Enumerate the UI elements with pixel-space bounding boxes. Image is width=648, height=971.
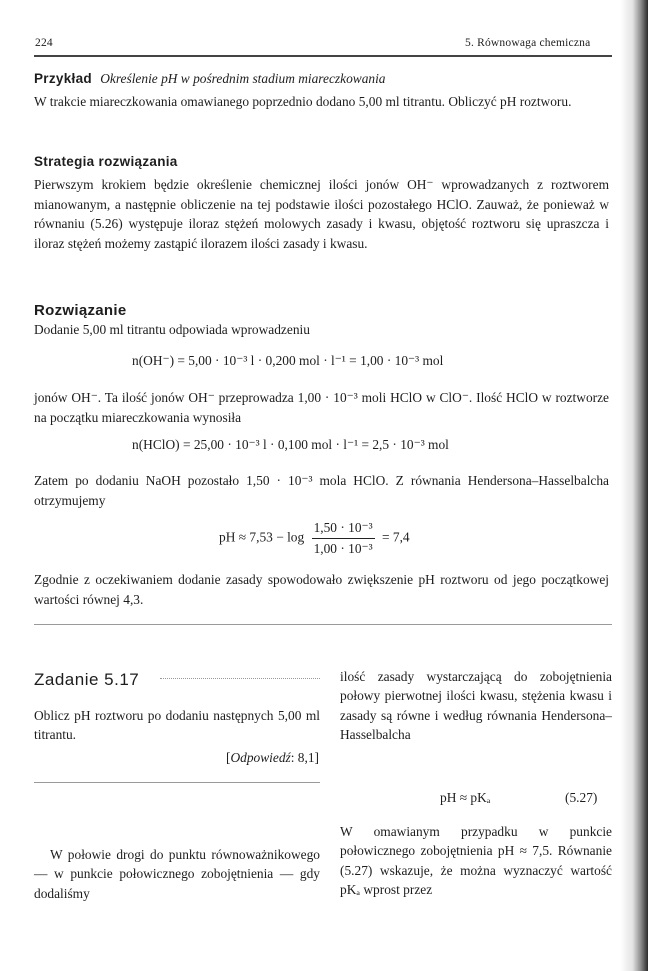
exercise-answer-label: Odpowiedź [230, 750, 291, 765]
example-heading [34, 71, 386, 87]
equation-n-hclo: n(HClO) = 25,00 · 10⁻³ l · 0,100 mol · l⁻¹ = 2,5 · 10⁻³ mol [132, 437, 449, 452]
exercise-answer-value: : 8,1] [290, 750, 319, 765]
solution-conclusion: Zgodnie z oczekiwaniem dodanie zasady spowodowało zwiększenie pH roztworu od jego początkowej wartości równej 4,3. [34, 572, 609, 607]
exercise-title: Zadanie 5.17 [34, 670, 140, 689]
equation-ph-left: pH ≈ 7,53 − log [219, 529, 305, 545]
solution-intro: Dodanie 5,00 ml titrantu odpowiada wprowadzeniu [34, 322, 310, 337]
right-column-text-2: W omawianym przypadku w punkcie połowicznego zobojętnienia pH ≈ 7,5. Równanie (5.27) wskazuje, że można wyznaczyć wartość pKₐ wprost przez [340, 824, 612, 898]
equation-ph [219, 520, 410, 557]
page-edge-shadow [620, 0, 648, 971]
strategy-text: Pierwszym krokiem będzie określenie chemicznej ilości jonów OH⁻ wprowadzanych z roztworem mianowanym, a następnie obliczenie na tej podstawie ilości pozostałego HClO. Zauważ, że ponieważ w równaniu (5.26) występuje iloraz stężeń molowych zasady i kwasu, objętość roztworu się upraszcza i iloraz stężeń możemy zastąpić ilorazem ilości zasady i kwasu. [34, 177, 609, 251]
equation-ph-fraction [312, 520, 375, 557]
right-column-text-1: ilość zasady wystarczającą do zobojętnienia połowy pierwotnej ilości kwasu, stężenia kwasu i zasady są równe i według równania Hendersona–Hasselbalcha [340, 669, 612, 743]
solution-text-3: Zatem po dodaniu NaOH pozostało 1,50 · 10⁻³ mola HClO. Z równania Hendersona–Hasselbalcha otrzymujemy [34, 473, 609, 508]
example-label: Przykład [34, 71, 92, 86]
example-title: Określenie pH w pośrednim stadium miareczkowania [100, 71, 386, 86]
equation-ph-denominator: 1,00 · 10⁻³ [313, 541, 373, 556]
exercise-answer: [Odpowiedź: 8,1] [226, 750, 319, 765]
equation-number: (5.27) [565, 790, 598, 805]
solution-text-2: jonów OH⁻. Ta ilość jonów OH⁻ przeprowadza 1,00 · 10⁻³ moli HClO w ClO⁻. Ilość HClO w roztworze na początku miareczkowania wynosiła [34, 390, 609, 425]
exercise-text: Oblicz pH roztworu po dodaniu następnych 5,00 ml titrantu. [34, 708, 320, 743]
equation-pka: pH ≈ pKₐ [440, 790, 491, 805]
equation-ph-right: = 7,4 [381, 529, 410, 545]
equation-n-oh: n(OH⁻) = 5,00 · 10⁻³ l · 0,200 mol · l⁻¹ = 1,00 · 10⁻³ mol [132, 353, 444, 368]
section-divider [34, 624, 612, 625]
chapter-title: 5. Równowaga chemiczna [465, 37, 591, 49]
solution-heading: Rozwiązanie [34, 302, 127, 319]
header-rule [34, 55, 612, 57]
exercise-title-rule [160, 672, 320, 679]
equation-ph-numerator: 1,50 · 10⁻³ [312, 520, 375, 539]
page-number: 224 [35, 37, 53, 49]
example-text: W trakcie miareczkowania omawianego poprzednio dodano 5,00 ml titrantu. Obliczyć pH roztworu. [34, 94, 572, 109]
strategy-heading: Strategia rozwiązania [34, 154, 178, 169]
exercise-bottom-rule [34, 782, 320, 783]
left-column-text: W połowie drogi do punktu równoważnikowego — w punkcie połowicznego zobojętnienia — gdy dodaliśmy [34, 847, 320, 901]
